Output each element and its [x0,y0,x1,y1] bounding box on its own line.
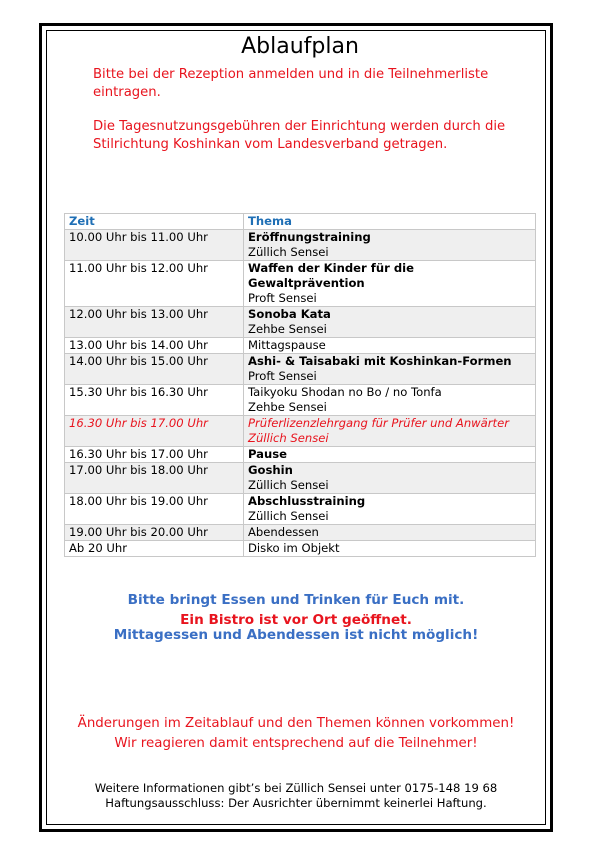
table-row [65,494,536,525]
row-topic-cell [244,261,536,307]
row-time: 14.00 Uhr bis 15.00 Uhr [65,354,244,385]
row-topic-cell [244,338,536,354]
row-topic: Goshin [248,463,293,477]
note-meals: Mittagessen und Abendessen ist nicht möglich! [113,627,479,643]
row-topic-cell [244,463,536,494]
row-person: Zehbe Sensei [248,322,327,336]
change-reaction: Wir reagieren damit entsprechend auf die Teilnehmer! [114,736,478,751]
row-topic: Sonoba Kata [248,307,331,321]
intro-fees: Die Tagesnutzungsgebühren der Einrichtung werden durch die Stilrichtung Koshinkan vom Landesverband getragen. [93,119,506,152]
row-person: Züllich Sensei [248,509,329,523]
row-time: 13.00 Uhr bis 14.00 Uhr [65,338,244,354]
row-topic: Eröffnungstraining [248,230,371,244]
row-topic-cell [244,230,536,261]
row-time: 17.00 Uhr bis 18.00 Uhr [65,463,244,494]
row-topic-cell [244,447,536,463]
row-topic-cell [244,354,536,385]
row-time: 18.00 Uhr bis 19.00 Uhr [65,494,244,525]
row-person: Mittagspause [248,338,326,352]
table-header-row [65,214,536,230]
row-topic: Waffen der Kinder für die Gewaltprävention [248,261,414,290]
row-time: 10.00 Uhr bis 11.00 Uhr [65,230,244,261]
note-food: Bitte bringt Essen und Trinken für Euch mit. [127,592,465,608]
row-person: Abendessen [248,525,319,539]
row-topic: Abschlusstraining [248,494,366,508]
table-row [65,463,536,494]
row-person: Proft Sensei [248,369,317,383]
header-time: Zeit [65,214,244,230]
table-row [65,354,536,385]
row-topic-cell [244,541,536,557]
row-topic: Pause [248,447,288,461]
row-person: Züllich Sensei [248,431,329,445]
table-row [65,338,536,354]
row-topic: Ashi- & Taisabaki mit Koshinkan-Formen [248,354,512,368]
table-row [65,385,536,416]
row-topic-cell [244,494,536,525]
footer-contact: Weitere Informationen gibt’s bei Züllich Sensei unter 0175-148 19 68 [94,781,498,795]
row-time: 11.00 Uhr bis 12.00 Uhr [65,261,244,307]
row-time: 19.00 Uhr bis 20.00 Uhr [65,525,244,541]
note-bistro: Ein Bistro ist vor Ort geöffnet. [180,612,412,628]
row-person: Züllich Sensei [248,478,329,492]
row-time: Ab 20 Uhr [65,541,244,557]
row-time: 16.30 Uhr bis 17.00 Uhr [65,416,244,447]
row-person: Proft Sensei [248,291,317,305]
row-time: 15.30 Uhr bis 16.30 Uhr [65,385,244,416]
row-topic: Taikyoku Shodan no Bo / no Tonfa [248,385,442,399]
row-topic-cell [244,307,536,338]
table-row [65,525,536,541]
table-row [65,541,536,557]
row-person: Disko im Objekt [248,541,340,555]
intro-registration: Bitte bei der Rezeption anmelden und in die Teilnehmerliste eintragen. [93,67,489,100]
schedule-table [64,213,536,557]
footer-disclaimer: Haftungsausschluss: Der Ausrichter übernimmt keinerlei Haftung. [105,796,487,810]
change-notice: Änderungen im Zeitablauf und den Themen können vorkommen! [77,716,515,731]
row-person: Zehbe Sensei [248,400,327,414]
row-time: 12.00 Uhr bis 13.00 Uhr [65,307,244,338]
table-row [65,261,536,307]
page-title: Ablaufplan [241,34,359,59]
table-row [65,447,536,463]
table-row [65,416,536,447]
row-topic: Prüferlizenzlehrgang für Prüfer und Anwärter [248,416,509,430]
row-topic-cell [244,385,536,416]
row-topic-cell [244,525,536,541]
row-topic-cell [244,416,536,447]
row-person: Züllich Sensei [248,245,329,259]
table-row [65,307,536,338]
row-time: 16.30 Uhr bis 17.00 Uhr [65,447,244,463]
table-row [65,230,536,261]
header-topic: Thema [244,214,536,230]
